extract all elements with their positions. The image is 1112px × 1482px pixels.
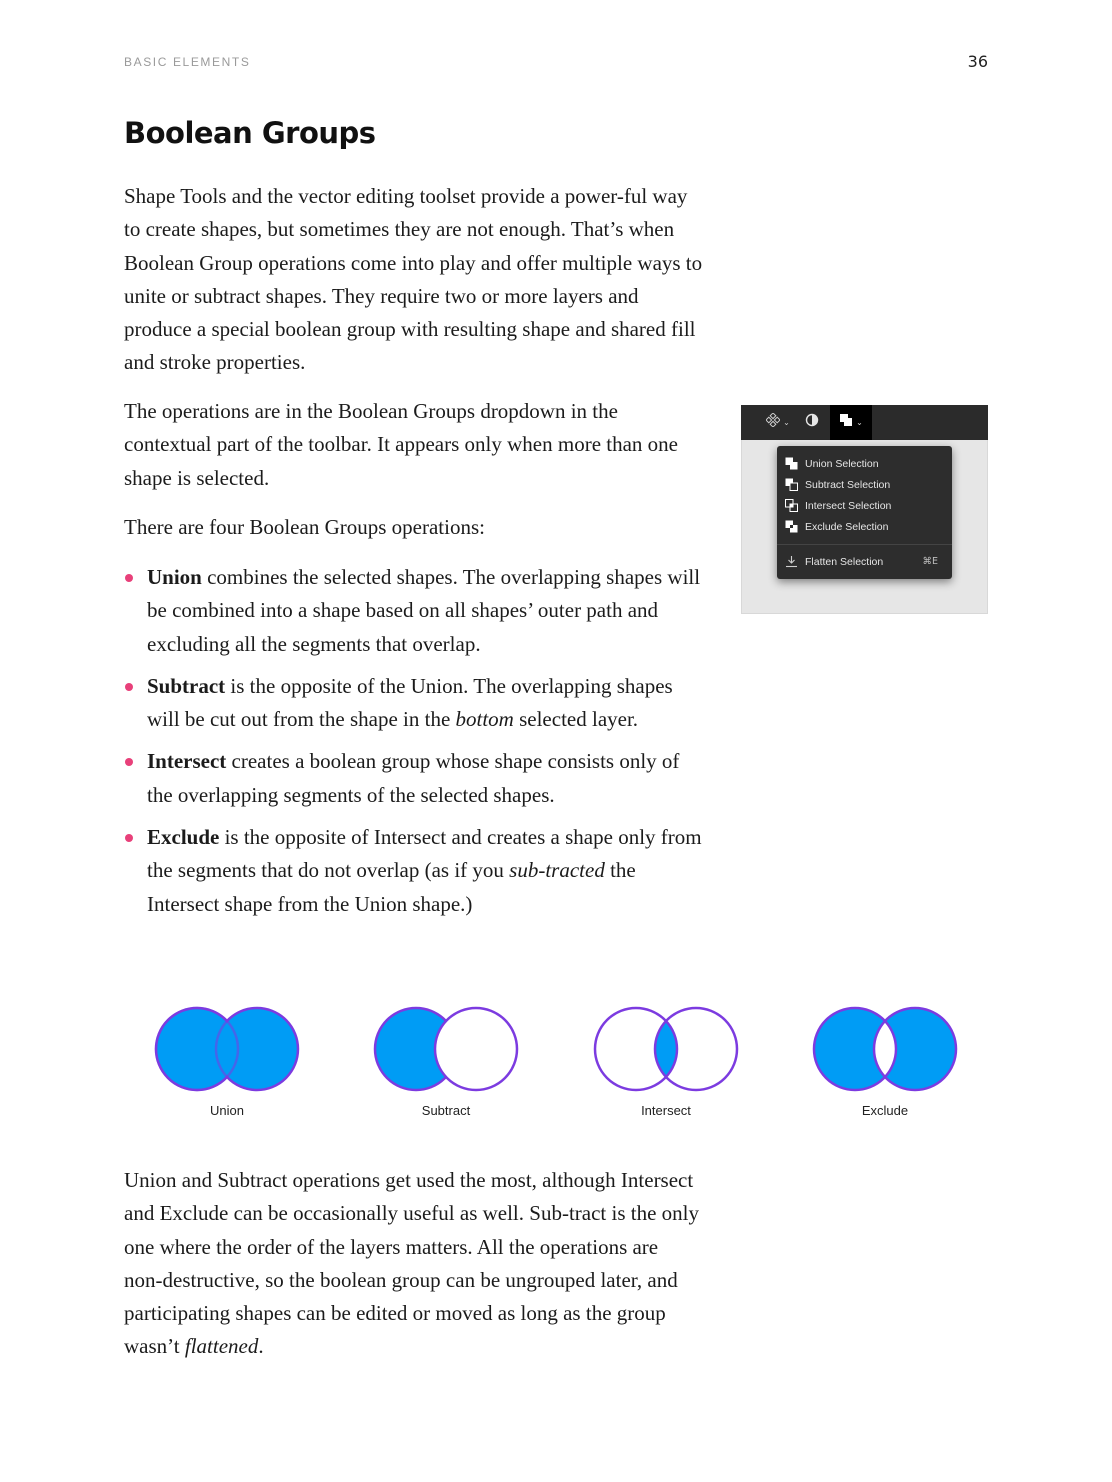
subtract-description: is the opposite of the Union. The overlapping shapes will be cut out from the shape in the bbox=[147, 673, 673, 732]
emphasis-subtracted: sub-tracted bbox=[509, 858, 605, 883]
subtract-description-end: selected layer. bbox=[513, 707, 639, 732]
intersect-icon bbox=[784, 499, 798, 513]
page-title: Boolean Groups bbox=[124, 116, 376, 150]
menu-item-label: Subtract Selection bbox=[805, 478, 891, 491]
emphasis-flattened: flattened bbox=[184, 1334, 259, 1359]
menu-item-label: Flatten Selection bbox=[805, 555, 884, 568]
diagram-label-subtract: Subtract bbox=[421, 1103, 471, 1118]
exclude-description-end: the Intersect shape from the Union shape.) bbox=[147, 858, 636, 916]
intersect-diagram bbox=[591, 1005, 741, 1095]
menu-item-union[interactable] bbox=[777, 453, 952, 474]
list-item-subtract bbox=[124, 670, 709, 737]
union-diagram bbox=[152, 1005, 302, 1095]
section-header: BASIC ELEMENTS bbox=[124, 55, 251, 69]
menu-item-subtract[interactable] bbox=[777, 474, 952, 495]
diagram-label-exclude: Exclude bbox=[861, 1103, 909, 1118]
flatten-shortcut: ⌘E bbox=[922, 556, 938, 567]
closing-text: Union and Subtract operations get used the most, although Intersect and Exclude can be occasionally useful as well. Sub-tract is the only one where the order of the layers matters. All the operations are non-destructive, so the boolean group can be ungrouped later, and participating shapes can be edited or moved as long as the group wasn’t bbox=[124, 1168, 699, 1359]
list-item-exclude bbox=[124, 821, 709, 921]
term-subtract: Subtract bbox=[147, 673, 226, 698]
subtract-diagram bbox=[371, 1005, 521, 1095]
mask-button[interactable] bbox=[801, 405, 823, 440]
boolean-dropdown-menu bbox=[777, 446, 952, 579]
term-exclude: Exclude bbox=[147, 825, 220, 850]
chevron-down-icon: ⌄ bbox=[783, 418, 790, 427]
menu-item-flatten[interactable] bbox=[777, 551, 952, 572]
intro-paragraph: Shape Tools and the vector editing toolset provide a power-ful way to create shapes, but sometimes they are not enough. That’s when Boolean Group operations come into play and offer multiple ways to unite or subtract shapes. They require two or more layers and produce a special boolean group with resulting shape and shared fill and stroke properties. bbox=[124, 184, 703, 375]
term-union: Union bbox=[147, 565, 202, 589]
diagram-label-union: Union bbox=[210, 1103, 244, 1118]
page-number: 36 bbox=[967, 52, 988, 71]
union-icon bbox=[784, 457, 798, 471]
menu-item-exclude[interactable] bbox=[777, 516, 952, 537]
toolbar bbox=[741, 405, 988, 440]
closing-period: . bbox=[258, 1334, 264, 1359]
term-intersect: Intersect bbox=[147, 749, 227, 774]
menu-divider bbox=[777, 544, 952, 545]
subtract-icon bbox=[784, 478, 798, 492]
mask-icon bbox=[805, 413, 819, 432]
intersect-description: creates a boolean group whose shape consists only of the overlapping segments of the selected shapes. bbox=[147, 749, 680, 807]
bullet-dot bbox=[125, 758, 133, 766]
bullet-dot bbox=[125, 683, 133, 691]
component-icon bbox=[766, 413, 780, 432]
menu-item-label: Intersect Selection bbox=[805, 499, 892, 512]
exclude-diagram bbox=[810, 1005, 960, 1095]
menu-item-label: Exclude Selection bbox=[805, 520, 889, 533]
boolean-dropdown-screenshot bbox=[741, 405, 988, 614]
chevron-down-icon: ⌄ bbox=[856, 418, 863, 427]
boolean-union-icon bbox=[839, 413, 853, 432]
menu-item-intersect[interactable] bbox=[777, 495, 952, 516]
exclude-description: is the opposite of Intersect and creates a shape only from the segments that do not overlap (as if you bbox=[147, 825, 702, 883]
emphasis-bottom: bottom bbox=[455, 707, 514, 732]
union-description: combines the selected shapes. The overlapping shapes will be combined into a shape based on all shapes’ outer path and excluding all the segments that overlap. bbox=[147, 565, 701, 656]
list-item-union bbox=[124, 561, 709, 661]
exclude-icon bbox=[784, 520, 798, 534]
component-dropdown-button[interactable] bbox=[761, 405, 795, 440]
closing-paragraph bbox=[124, 1164, 699, 1364]
boolean-groups-dropdown-button[interactable] bbox=[830, 405, 872, 440]
toolbar-paragraph: The operations are in the Boolean Groups dropdown in the contextual part of the toolbar. It appears only when more than one shape is selected. bbox=[124, 399, 678, 490]
diagram-label-intersect: Intersect bbox=[641, 1103, 691, 1118]
list-item-intersect bbox=[124, 745, 709, 812]
operations-list bbox=[124, 561, 709, 930]
flatten-icon bbox=[784, 555, 798, 569]
bullet-dot bbox=[125, 834, 133, 842]
operations-intro: There are four Boolean Groups operations: bbox=[124, 515, 485, 539]
menu-item-label: Union Selection bbox=[805, 457, 879, 470]
bullet-dot bbox=[125, 574, 133, 582]
